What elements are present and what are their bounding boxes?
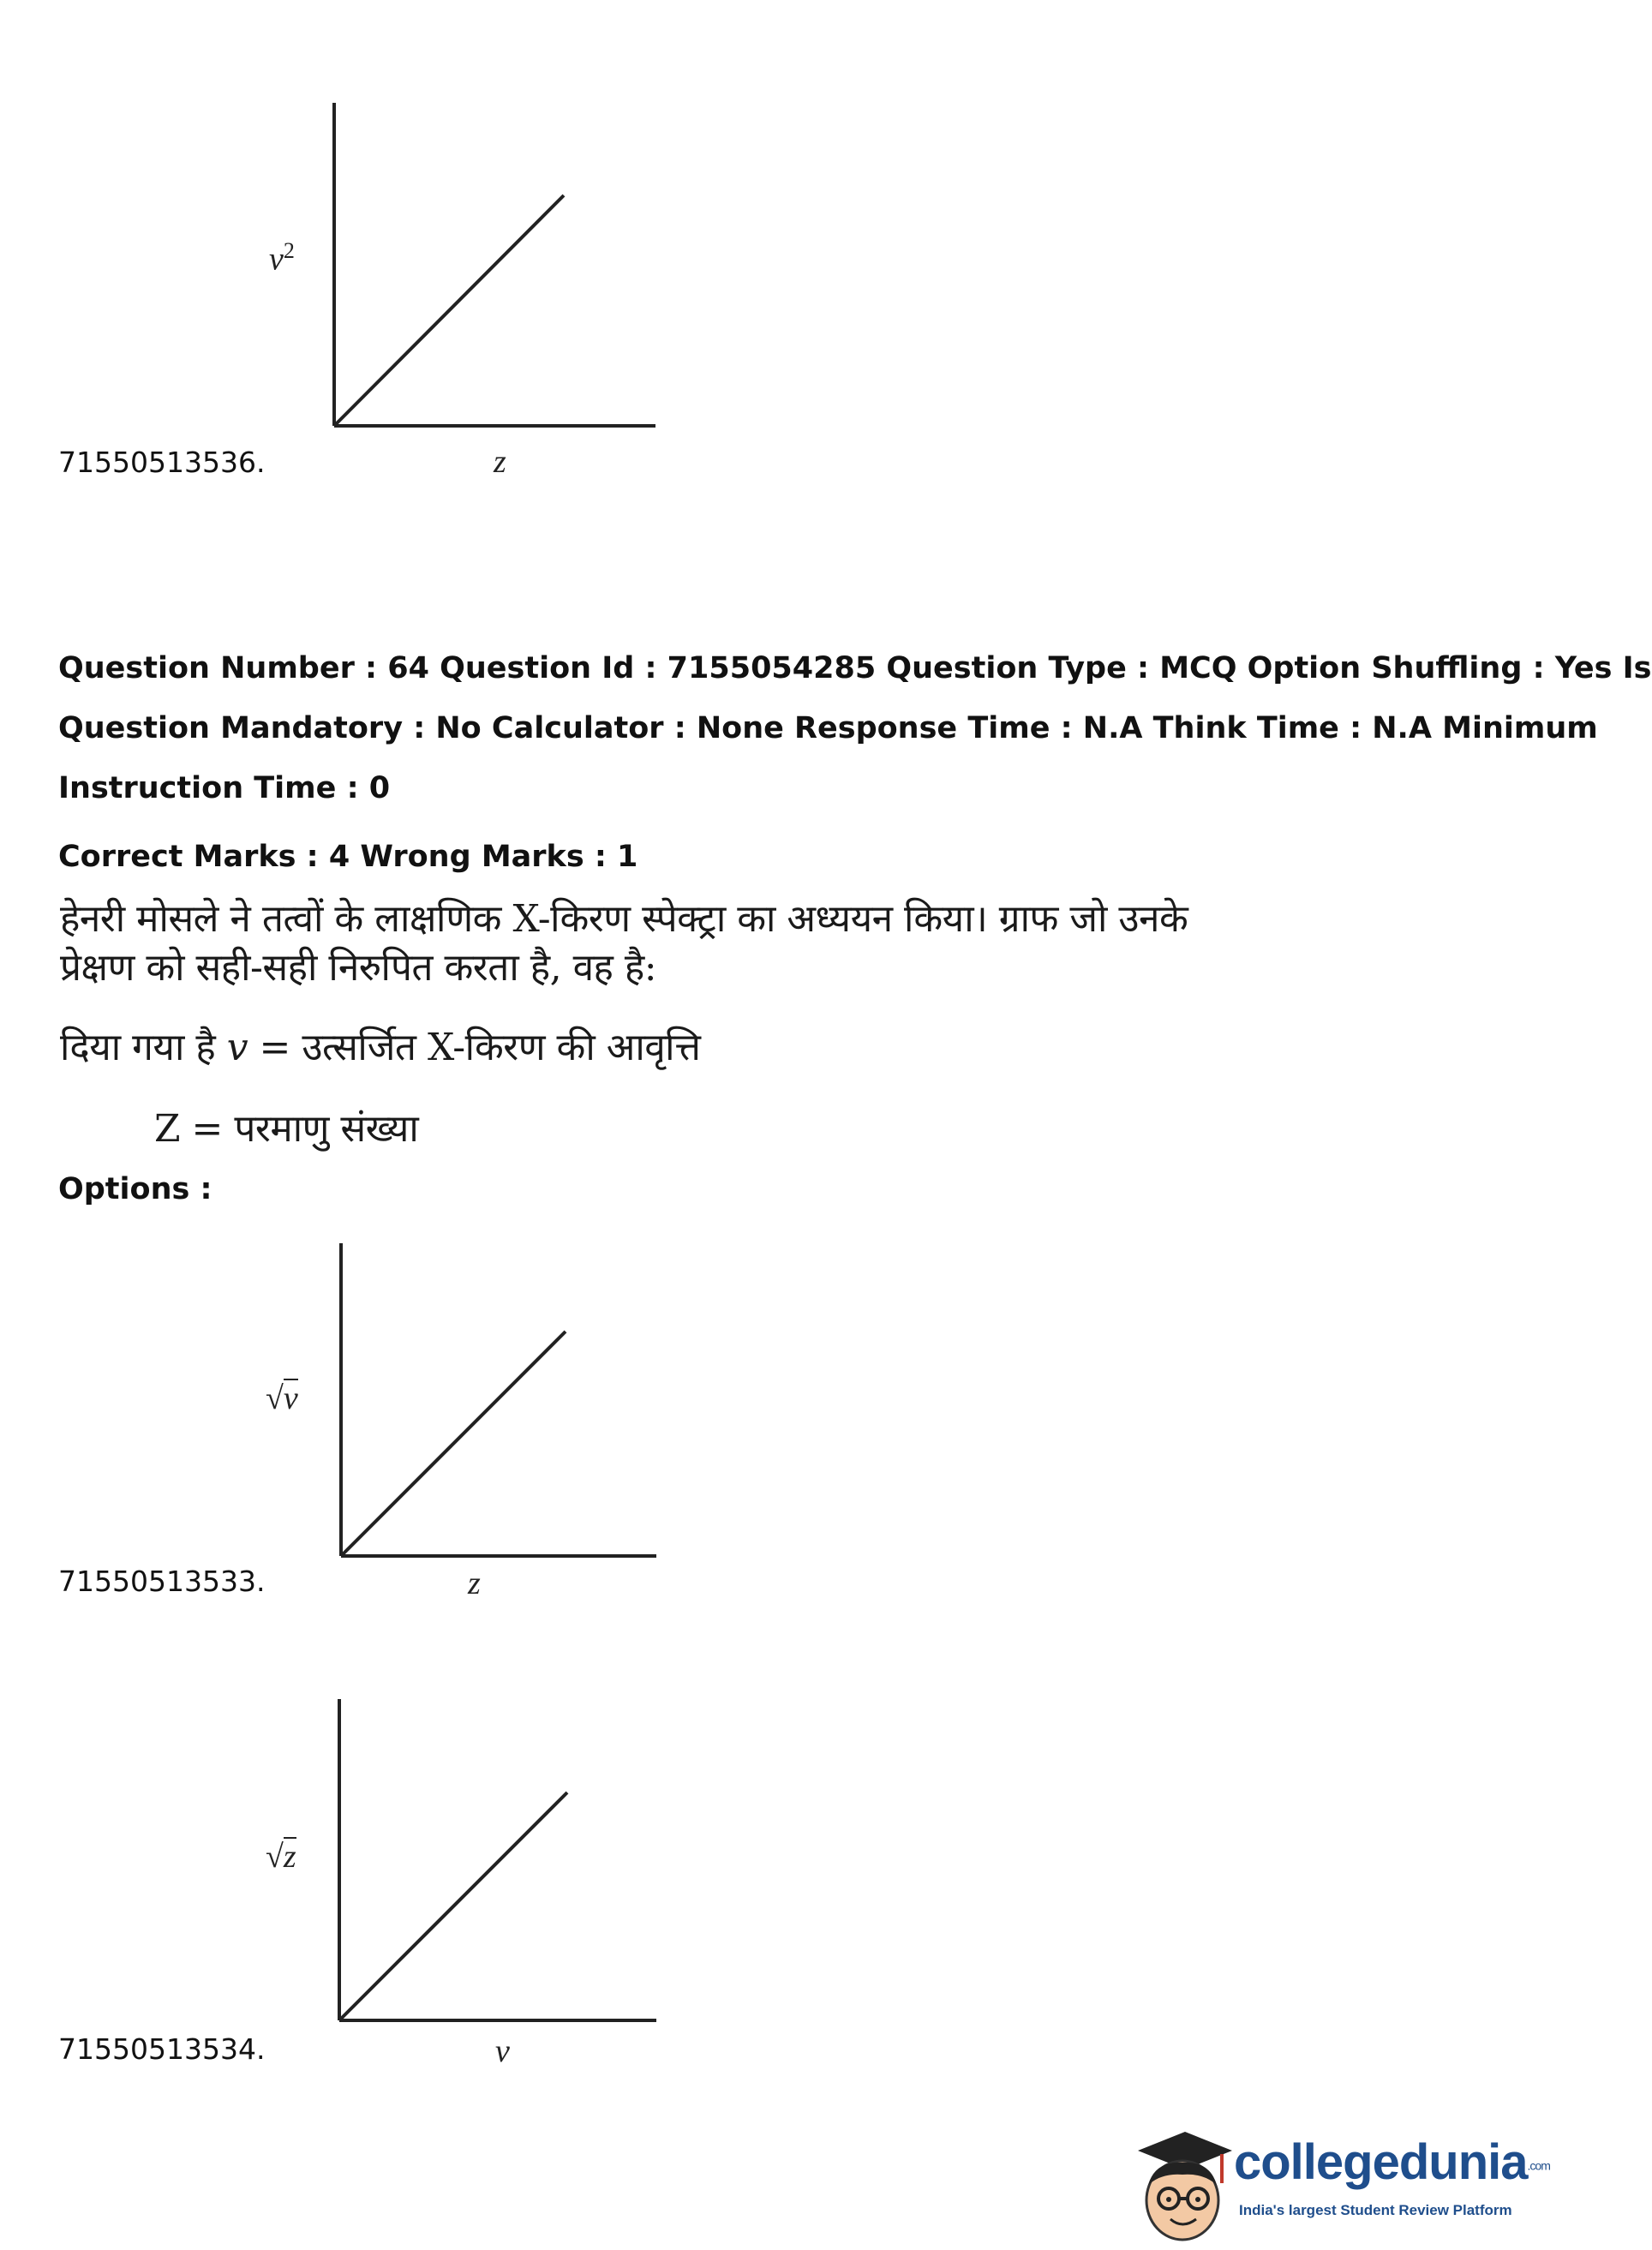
plot-line bbox=[334, 195, 564, 426]
question-meta-line3: Instruction Time : 0 bbox=[58, 771, 391, 805]
plot-line bbox=[341, 1331, 566, 1556]
graph-prev-y-label: $v^2$ bbox=[269, 238, 295, 278]
option-1-x-label: z bbox=[468, 1565, 481, 1601]
option-1-y-label: √v bbox=[266, 1380, 298, 1416]
question-meta-line1: Question Number : 64 Question Id : 7155054285 Question Type : MCQ Option Shuffling : Yes Is bbox=[58, 651, 1652, 685]
question-meta-line2: Question Mandatory : No Calculator : None Response Time : N.A Think Time : N.A Minimum bbox=[58, 711, 1598, 745]
graph-option-1 bbox=[332, 1241, 675, 1566]
options-label: Options : bbox=[58, 1172, 212, 1206]
graph-prev-x-label: z bbox=[494, 444, 506, 480]
option-2-y-label: √z bbox=[266, 1839, 296, 1875]
footer-brand: collegedunia.com bbox=[1234, 2134, 1550, 2190]
option-2-x-label: v bbox=[495, 2033, 510, 2069]
collegedunia-mascot-icon bbox=[1121, 2116, 1241, 2245]
graph-option-2 bbox=[331, 1696, 673, 2031]
option-1-id: 71550513533. bbox=[58, 1565, 266, 1598]
graph-prev-option bbox=[326, 99, 668, 433]
question-text-line2: प्रेक्षण को सही-सही निरुपित करता है, वह है: bbox=[60, 946, 657, 990]
question-text-line1: हेनरी मोसले ने तत्वों के लाक्षणिक X-किरण स्पेक्ट्रा का अध्ययन किया। ग्राफ जो उनके bbox=[60, 897, 1188, 941]
question-given: दिया गया है v = उत्सर्जित X-किरण की आवृत्ति bbox=[60, 1026, 701, 1069]
question-marks: Correct Marks : 4 Wrong Marks : 1 bbox=[58, 840, 638, 874]
question-z-definition: Z = परमाणु संख्या bbox=[154, 1107, 419, 1151]
option-2-id: 71550513534. bbox=[58, 2032, 266, 2066]
footer-tagline: India's largest Student Review Platform bbox=[1239, 2202, 1512, 2218]
option-id-prev: 71550513536. bbox=[58, 446, 266, 479]
plot-line bbox=[339, 1792, 567, 2020]
